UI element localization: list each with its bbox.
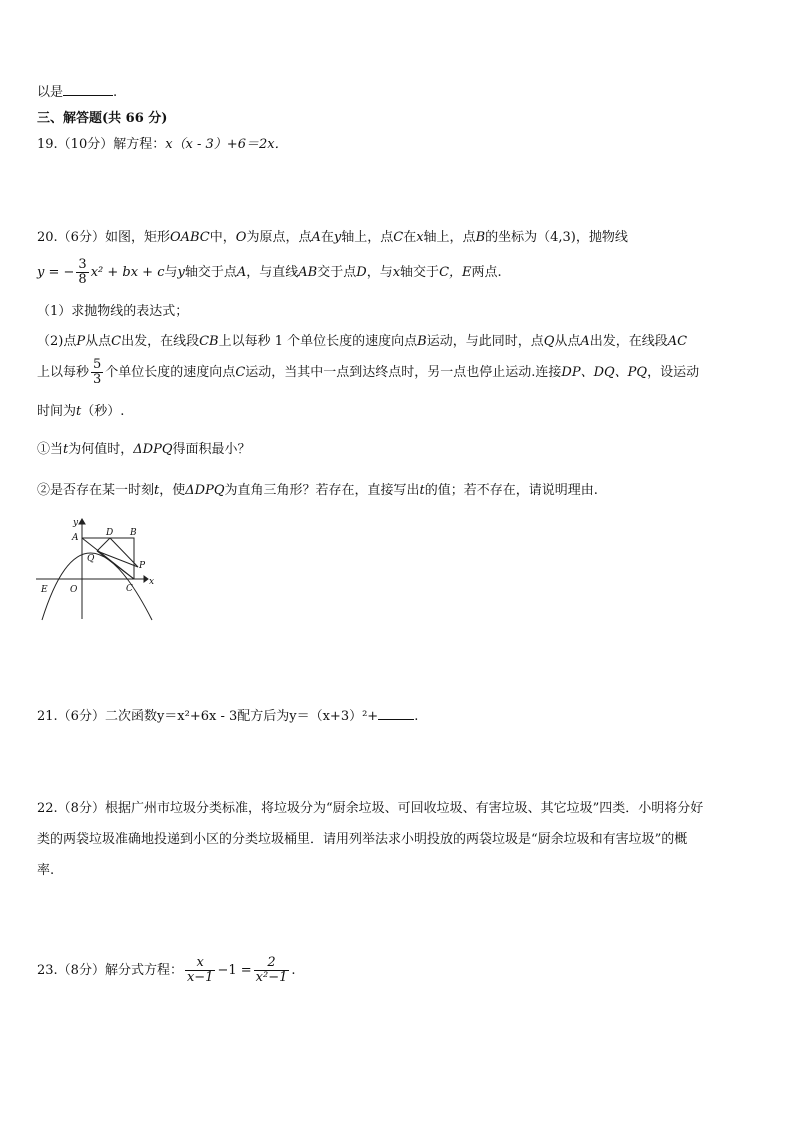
question-20-line1: 20.（6分）如图，矩形OABC中，O为原点，点A在y轴上，点C在x轴上，点B的坐标为（4,3)，抛物线	[37, 230, 628, 245]
question-20-sub2-line2: 上以每秒 $\frac{5}{3}$ 个单位长度的速度向点C运动，当其中一点到达终点时，另一点也停止运动.连接DP、DQ、PQ，设运动	[37, 357, 700, 387]
label-y: y	[73, 518, 79, 528]
parabola-curve	[42, 553, 152, 620]
answer-blank	[63, 83, 113, 96]
question-20-sub2-line1: （2)点P从点C出发，在线段CB上以每秒 1 个单位长度的速度向点B运动，与此同时，点Q从点A出发，在线段AC	[37, 334, 688, 349]
fraction-x-over-x-minus-1: $\frac{x}{x-1}$	[186, 955, 214, 985]
label-x: x	[149, 577, 154, 587]
question-20-case2: ②是否存在某一时刻t，使ΔDPQ为直角三角形？若存在，直接写出t的值；若不存在，请说明理由.	[37, 483, 598, 498]
label-c: C	[126, 584, 133, 594]
question-22-line2: 类的两袋垃圾准确地投递到小区的分类垃圾桶里．请用列举法求小明投放的两袋垃圾是“厨余垃圾和有害垃圾”的概	[37, 832, 688, 847]
line-qc	[97, 551, 134, 579]
question-20-line2: y = − $\frac{3}{8}$ x² + bx + c与y轴交于点A，与直线AB交于点D，与x轴交于C，E两点.	[37, 257, 502, 287]
question-20-sub1: （1）求抛物线的表达式；	[37, 304, 189, 319]
x-axis-arrow	[144, 576, 148, 582]
line-dq	[97, 538, 110, 551]
question-21: 21.（6分）二次函数y＝x²+6x - 3配方后为y＝（x+3）²+ .	[37, 709, 419, 724]
label-b: B	[130, 528, 137, 538]
answer-blank	[378, 707, 414, 720]
question-20-sub2-line3: 时间为t（秒）.	[37, 404, 125, 419]
question-22-line1: 22.（8分）根据广州市垃圾分类标准，将垃圾分为“厨余垃圾、可回收垃圾、有害垃圾、其它垃圾”四类．小明将分好	[37, 801, 704, 816]
parabola-figure	[34, 516, 154, 622]
label-o: O	[70, 585, 78, 595]
label-q: Q	[87, 554, 95, 564]
fraction-2-over-x2-minus-1: $\frac{2}{\text{x²−1}}$	[255, 955, 288, 985]
y-axis-arrow	[79, 519, 85, 524]
label-e: E	[41, 585, 48, 595]
fraction-5-3: $\frac{5}{3}$	[93, 357, 102, 387]
question-22-line3: 率.	[37, 863, 55, 878]
question-20-case1: ①当t为何值时，ΔDPQ得面积最小？	[37, 442, 251, 457]
section-title: 三、解答题(共 66 分)	[37, 111, 168, 126]
label-a: A	[72, 533, 79, 543]
question-19: 19.（10分）解方程：x（x - 3）+6＝2x．	[37, 137, 288, 152]
question-23: 23.（8分）解分式方程： $\frac{x}{x-1}$ −1 = $\frac{2}{\text{x²−1}}$ .	[37, 955, 296, 985]
label-p: P	[139, 561, 146, 571]
line-pq	[97, 551, 138, 567]
fraction-3-8: $\frac{3}{8}$	[78, 257, 87, 287]
top-line: 以是 .	[37, 85, 118, 100]
label-d: D	[106, 528, 114, 538]
